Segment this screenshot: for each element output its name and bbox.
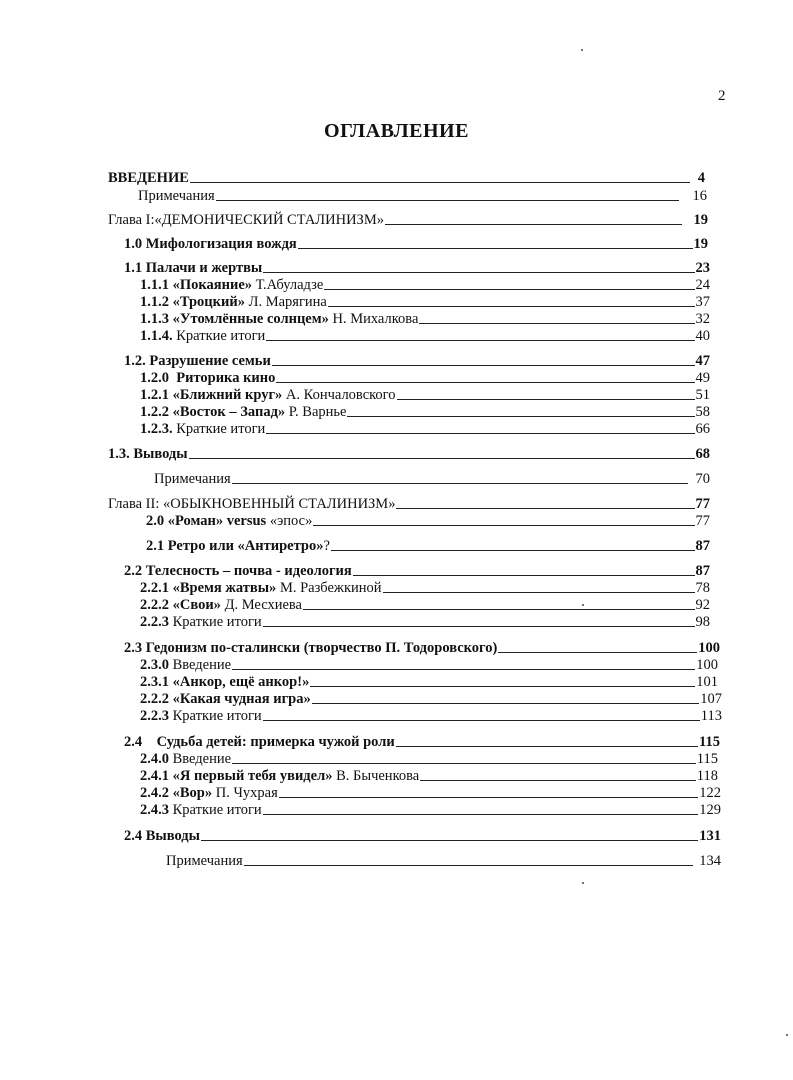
leader-line [201, 840, 698, 841]
toc-entry-number: 1.2.3. [140, 421, 173, 437]
toc-entry-film-title: «Время жатвы» [172, 580, 277, 596]
toc-page-number: 92 [695, 597, 710, 613]
toc-entry-title: Судьба детей: примерка чужой роли [156, 734, 395, 750]
leader-line [312, 703, 700, 704]
toc-entry-author: М. Разбежкиной [279, 580, 382, 596]
toc-row-1-1-4[interactable] [140, 326, 710, 344]
toc-row-notes-ch1[interactable] [154, 469, 710, 487]
toc-page-number: 49 [695, 370, 710, 386]
toc-entry-number: 1.2.2 [140, 404, 169, 420]
toc-entry-number: 2.4.1 [140, 768, 169, 784]
toc-page-number: 37 [695, 294, 710, 310]
leader-line [303, 609, 695, 610]
toc-entry-title: Введение [172, 751, 232, 767]
toc-entry-title: Глава II: «ОБЫКНОВЕННЫЙ СТАЛИНИЗМ» [108, 496, 396, 512]
toc-entry-number: 2.4 [124, 734, 143, 750]
toc-entry-author: Л. Марягина [248, 294, 327, 310]
toc-entry-number: 2.0 [146, 513, 165, 529]
leader-line [396, 746, 698, 747]
toc-entry-number: 1.1.4. [140, 328, 173, 344]
leader-line [396, 508, 694, 509]
leader-line [266, 433, 694, 434]
toc-entry-number: 1.3. [108, 446, 130, 462]
toc-entry-number: 2.4.2 [140, 785, 169, 801]
page-number: 2 [718, 88, 726, 104]
toc-entry-number: 2.1 [146, 538, 165, 554]
toc-entry-title-rest: «эпос» [269, 513, 313, 529]
toc-row-1-1-2[interactable] [140, 292, 710, 310]
toc-entry-number: 2.2 [124, 563, 143, 579]
toc-entry-film-title: «Ближний круг» [172, 387, 283, 403]
toc-row-2-3-1[interactable] [140, 672, 718, 690]
toc-row-1-2-0[interactable] [140, 368, 710, 386]
toc-page-number: 66 [695, 421, 710, 437]
toc-entry-author: Р. Варнье [288, 404, 347, 420]
scan-speck [581, 49, 583, 51]
toc-entry-author: Т.Абуладзе [255, 277, 324, 293]
toc-page-number: 87 [695, 563, 710, 579]
toc-row-2-2[interactable] [124, 561, 710, 579]
leader-line [328, 306, 695, 307]
toc-row-2-4-0[interactable] [140, 749, 718, 767]
leader-line [263, 814, 699, 815]
toc-page-number: 4 [697, 170, 705, 186]
toc-entry-number: 2.2.2 [140, 597, 169, 613]
toc-page-number: 100 [696, 657, 718, 673]
toc-entry-number: 2.3.1 [140, 674, 169, 690]
toc-row-1-3[interactable] [108, 444, 710, 462]
toc-entry-number: 1.0 [124, 236, 143, 252]
toc-entry-title-rest: ? [323, 538, 330, 554]
toc-entry-title: Примечания [166, 853, 243, 869]
toc-page-number: 51 [695, 387, 710, 403]
toc-entry-number: 1.1.1 [140, 277, 169, 293]
toc-page-number: 47 [695, 353, 710, 369]
leader-line [420, 780, 696, 781]
leader-line [313, 525, 694, 526]
leader-line [190, 182, 690, 183]
toc-entry-number: 2.3 [124, 640, 143, 656]
toc-row-chapter-2[interactable] [108, 494, 710, 512]
toc-entry-film-title: «Анкор, ещё анкор!» [172, 674, 310, 690]
toc-entry-title: Телесность – почва - идеология [145, 563, 352, 579]
toc-page-number: 19 [693, 236, 708, 252]
leader-line [263, 720, 700, 721]
toc-row-1-1-3[interactable] [140, 309, 710, 327]
toc-row-2-4-1[interactable] [140, 766, 718, 784]
toc-entry-author: П. Чухрая [215, 785, 278, 801]
leader-line [189, 458, 695, 459]
toc-entry-author: Н. Михалкова [332, 311, 419, 327]
leader-line [276, 382, 694, 383]
toc-page-number: 40 [695, 328, 710, 344]
leader-line [397, 399, 695, 400]
toc-entry-title: Риторика кино [176, 370, 276, 386]
toc-row-2-2-3[interactable] [140, 612, 710, 630]
scan-speck [786, 1034, 788, 1036]
toc-page-number: 19 [693, 212, 708, 228]
toc-entry-number: 2.2.3 [140, 708, 169, 724]
scan-speck [582, 604, 584, 606]
toc-entry-film-title: «Какая чудная игра» [172, 691, 311, 707]
toc-entry-title: Разрушение семьи [149, 353, 271, 369]
toc-row-1-2-1[interactable] [140, 385, 710, 403]
toc-row-notes[interactable] [138, 186, 707, 204]
toc-entry-title: ВВЕДЕНИЕ [108, 170, 189, 186]
toc-entry-film-title: «Я первый тебя увидел» [172, 768, 333, 784]
toc-entry-film-title: «Утомлённые солнцем» [172, 311, 329, 327]
leader-line [498, 652, 697, 653]
leader-line [279, 797, 698, 798]
leader-line [310, 686, 695, 687]
toc-page-number: 87 [695, 538, 710, 554]
toc-entry-number: 2.2.3 [140, 614, 169, 630]
toc-row-introduction[interactable] [108, 168, 705, 186]
toc-row-2-2-2[interactable] [140, 595, 710, 613]
toc-entry-title: Краткие итоги [176, 328, 266, 344]
toc-entry-title: Краткие итоги [172, 708, 262, 724]
toc-row-2-3-2[interactable] [140, 689, 722, 707]
leader-line [244, 865, 694, 866]
toc-entry-title: Примечания [138, 188, 215, 204]
toc-page-number: 113 [700, 708, 722, 724]
toc-page-number: 68 [695, 446, 710, 462]
toc-page-number: 32 [695, 311, 710, 327]
toc-row-2-1[interactable] [146, 536, 710, 554]
toc-entry-film-title: «Троцкий» [172, 294, 245, 310]
toc-page-number: 58 [695, 404, 710, 420]
toc-page-number: 77 [695, 496, 710, 512]
toc-entry-number: 2.2.2 [140, 691, 169, 707]
leader-line [232, 483, 688, 484]
toc-entry-film-title: «Восток – Запад» [172, 404, 286, 420]
leader-line [232, 763, 696, 764]
toc-page-number: 115 [696, 751, 718, 767]
toc-entry-number: 2.4.3 [140, 802, 169, 818]
toc-entry-title: Глава I:«ДЕМОНИЧЕСКИЙ СТАЛИНИЗМ» [108, 212, 384, 228]
leader-line [347, 416, 694, 417]
toc-row-1-2[interactable] [124, 351, 710, 369]
toc-row-notes-ch2[interactable] [166, 851, 721, 869]
toc-entry-film-title: «Покаяние» [172, 277, 253, 293]
toc-page-number: 101 [696, 674, 718, 690]
toc-entry-number: 2.3.0 [140, 657, 169, 673]
toc-row-2-4[interactable] [124, 732, 720, 750]
toc-row-2-5-conclusions[interactable] [124, 826, 721, 844]
toc-page-number: 118 [696, 768, 718, 784]
toc-entry-title: Краткие итоги [176, 421, 266, 437]
toc-entry-number: 2.4 [124, 828, 143, 844]
leader-line [324, 289, 694, 290]
toc-entry-title: Мифологизация вождя [145, 236, 297, 252]
toc-entry-title: Палачи и жертвы [145, 260, 263, 276]
toc-entry-number: 1.2.1 [140, 387, 169, 403]
toc-page-number: 115 [699, 734, 720, 750]
toc-row-2-3[interactable] [124, 638, 720, 656]
toc-entry-number: 2.2.1 [140, 580, 169, 596]
toc-page-number: 16 [692, 188, 707, 204]
toc-page-number: 70 [695, 471, 710, 487]
leader-line [216, 200, 679, 201]
toc-entry-title: Примечания [154, 471, 231, 487]
toc-row-2-4-2[interactable] [140, 783, 721, 801]
toc-entry-number: 2.4.0 [140, 751, 169, 767]
leader-line [331, 550, 695, 551]
toc-row-1-1[interactable] [124, 258, 710, 276]
leader-line [272, 365, 695, 366]
toc-page-number: 131 [699, 828, 721, 844]
leader-line [232, 669, 695, 670]
toc-entry-author: Д. Месхиева [224, 597, 302, 613]
page-title: ОГЛАВЛЕНИЕ [324, 120, 469, 142]
toc-page-number: 77 [695, 513, 710, 529]
toc-entry-number: 1.1 [124, 260, 143, 276]
toc-row-2-0[interactable] [146, 511, 710, 529]
toc-row-2-3-0[interactable] [140, 655, 718, 673]
toc-page-number: 78 [695, 580, 710, 596]
toc-entry-title: Краткие итоги [172, 802, 262, 818]
toc-row-2-2-1[interactable] [140, 578, 710, 596]
toc-page-number: 134 [699, 853, 721, 869]
leader-line [266, 340, 694, 341]
toc-page-number: 122 [699, 785, 721, 801]
toc-row-chapter-1[interactable] [108, 210, 708, 228]
toc-row-2-4-3[interactable] [140, 800, 721, 818]
toc-page-number: 107 [700, 691, 722, 707]
toc-entry-number: 1.1.2 [140, 294, 169, 310]
toc-entry-title: Выводы [145, 828, 200, 844]
toc-entry-title: Ретро или «Антиретро» [167, 538, 324, 554]
toc-entry-title: Введение [172, 657, 232, 673]
toc-page-number: 129 [699, 802, 721, 818]
toc-row-1-0[interactable] [124, 234, 708, 252]
toc-row-2-3-3[interactable] [140, 706, 722, 724]
leader-line [298, 248, 693, 249]
toc-entry-title: Выводы [133, 446, 188, 462]
toc-entry-number: 1.1.3 [140, 311, 169, 327]
toc-entry-number: 1.2.0 [140, 370, 169, 386]
leader-line [383, 592, 695, 593]
leader-line [353, 575, 695, 576]
toc-page-number: 23 [695, 260, 710, 276]
toc-entry-film-title: «Вор» [172, 785, 213, 801]
toc-entry-title: Краткие итоги [172, 614, 262, 630]
toc-page-number: 98 [695, 614, 710, 630]
leader-line [385, 224, 682, 225]
toc-row-1-1-1[interactable] [140, 275, 710, 293]
toc-entry-author: А. Кончаловского [285, 387, 396, 403]
scan-speck [582, 882, 584, 884]
leader-line [263, 626, 695, 627]
leader-line [419, 323, 694, 324]
toc-page-number: 100 [698, 640, 720, 656]
toc-entry-title: Гедонизм по-сталински (творчество П. Тодоровского) [145, 640, 498, 656]
leader-line [263, 272, 694, 273]
toc-entry-author: В. Быченкова [336, 768, 420, 784]
toc-row-1-2-2[interactable] [140, 402, 710, 420]
toc-entry-title: «Роман» versus [167, 513, 267, 529]
toc-row-1-2-3[interactable] [140, 419, 710, 437]
toc-entry-film-title: «Свои» [172, 597, 221, 613]
toc-page-number: 24 [695, 277, 710, 293]
toc-entry-number: 1.2. [124, 353, 146, 369]
